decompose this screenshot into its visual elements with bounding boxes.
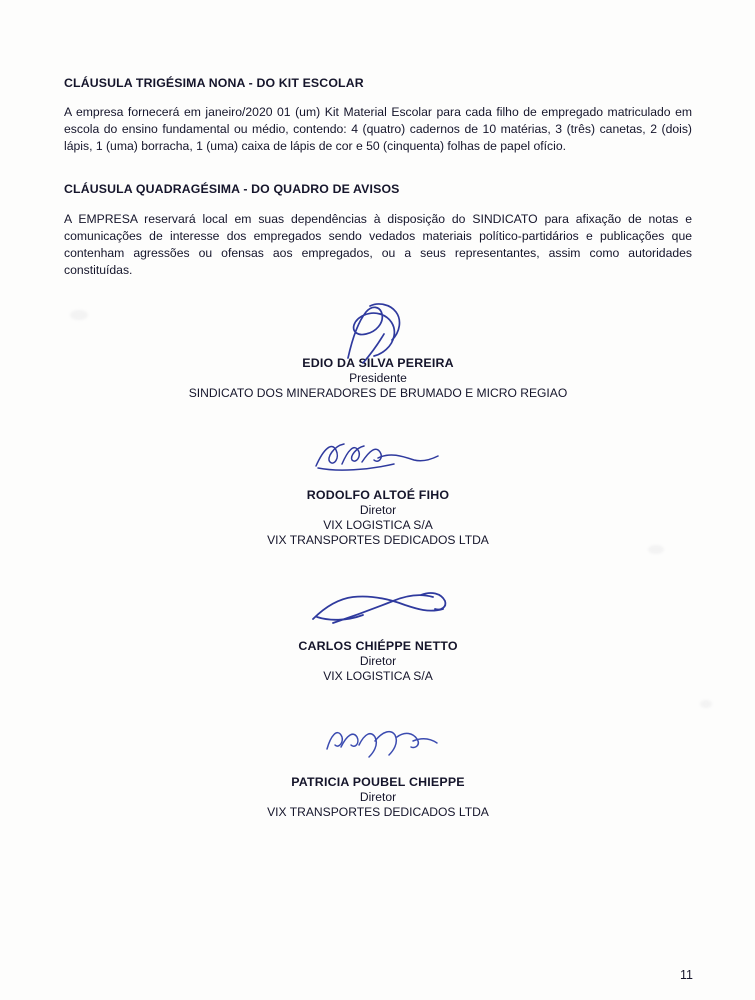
signature-block-carlos — [64, 583, 692, 683]
signature-org: VIX LOGISTICA S/A — [323, 669, 433, 683]
signature-name: RODOLFO ALTOÉ FIHO — [306, 488, 450, 502]
signature-role: Presidente — [349, 371, 407, 385]
clause-body-40: A EMPRESA reservará local em suas dependências à disposição do SINDICATO para afixação de notas e comunicações de interesse dos empregados sendo vedados materiais político-partidários e publicações que contenham agressões ou ofensas aos empregados, ou a seus representantes, assim como autoridades constituídas. — [64, 211, 692, 278]
signature-block-president — [64, 300, 692, 400]
handwritten-signature-ink — [64, 432, 692, 488]
handwritten-signature-ink — [64, 719, 692, 775]
signature-role: Diretor — [359, 654, 397, 668]
signature-name: EDIO DA SILVA PEREIRA — [302, 356, 454, 370]
scan-smudge — [700, 700, 712, 708]
clause-heading-40: CLÁUSULA QUADRAGÉSIMA - DO QUADRO DE AVISOS — [64, 181, 400, 196]
signature-section — [64, 300, 692, 819]
signature-role: Diretor — [359, 503, 397, 517]
signature-org-secondary: VIX TRANSPORTES DEDICADOS LTDA — [267, 533, 489, 547]
page-number: 11 — [680, 968, 693, 982]
clause-heading-39: CLÁUSULA TRIGÉSIMA NONA - DO KIT ESCOLAR — [64, 76, 364, 90]
signature-org: SINDICATO DOS MINERADORES DE BRUMADO E MICRO REGIAO — [188, 386, 568, 400]
clause-body-39: A empresa fornecerá em janeiro/2020 01 (um) Kit Material Escolar para cada filho de empregado matriculado em escola do ensino fundamental ou médio, contendo: 4 (quatro) cadernos de 10 matérias, 3 (três) canetas, 2 (dois) lápis, 1 (uma) borracha, 1 (uma) caixa de lápis de cor e 50 (cinquenta) folhas de papel ofício. — [64, 105, 692, 154]
handwritten-signature-ink — [64, 583, 692, 639]
signature-name: CARLOS CHIÉPPE NETTO — [298, 639, 458, 653]
signature-name: PATRICIA POUBEL CHIEPPE — [291, 775, 465, 789]
signature-org: VIX TRANSPORTES DEDICADOS LTDA — [267, 805, 489, 819]
document-body — [64, 76, 692, 279]
signature-org: VIX LOGISTICA S/A — [323, 518, 433, 532]
signature-role: Diretor — [359, 790, 397, 804]
signature-block-rodolfo — [64, 432, 692, 547]
handwritten-signature-ink — [64, 300, 692, 356]
signature-block-patricia — [64, 719, 692, 819]
